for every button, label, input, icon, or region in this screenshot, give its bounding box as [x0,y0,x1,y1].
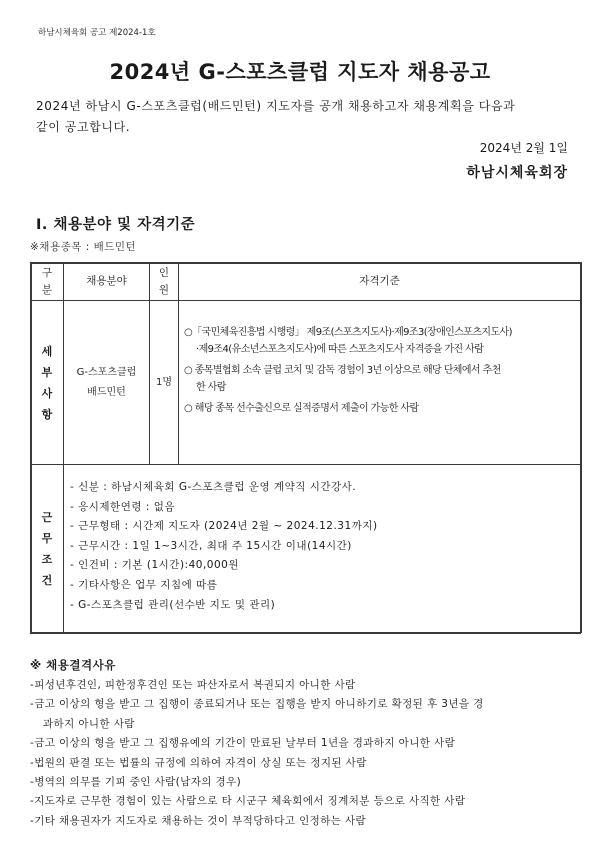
recruitment-table [30,262,581,633]
field-line: 배드민턴 [87,386,126,398]
condition-item: - 근무시간 : 1일 1~3시간, 최대 주 15시간 이내(14시간) [70,539,352,552]
disqualification-item-continued: 과하지 아니한 사람 [43,717,135,730]
label-char: 세 [41,344,53,358]
qualification-list [184,325,576,423]
condition-item: - G-스포츠클럽 관리(선수반 지도 및 관리) [70,598,276,611]
condition-item: - 인건비 : 기본 (1시간):40,000원 [70,559,239,572]
detail-label [31,301,63,464]
conditions-label [31,465,63,632]
disqualification-item: -금고 이상의 형을 받고 그 집행유예의 기간이 만료된 날부터 1년을 경과하지 아니한 사람 [30,737,456,750]
disqualification-item: -기타 채용권자가 지도자로 채용하는 것이 부적당하다고 인정하는 사람 [30,814,367,827]
condition-item: - 신분 : 하남시체육회 G-스포츠클럽 운영 계약직 시간강사. [70,481,357,493]
header-division [31,263,63,300]
detail-count: 1명 [155,376,173,388]
label-char: 조 [41,552,53,566]
disqualification-item: -지도자로 근무한 경험이 있는 사람으로 타 시군구 체육회에서 징계처분 등으로 사직한 사람 [30,795,466,808]
section-title: Ⅰ. 채용분야 및 자격기준 [36,217,196,233]
disqualification-list [30,676,582,831]
table-border [580,262,582,633]
disqualification-item: -병역의 의무를 기피 중인 사람(남자의 경우) [30,776,242,789]
label-char: 무 [41,531,53,545]
label-char: 부 [41,365,53,379]
condition-item: - 응시제한연령 : 없음 [70,500,175,513]
detail-field [64,301,149,464]
table-border [30,632,581,634]
intro-line: 같이 공고합니다. [36,120,131,134]
header-char: 구 [41,266,53,279]
disqualification-item: -법원의 판결 또는 법률의 규정에 의하여 자격이 상실 또는 정지된 사람 [30,756,367,769]
header-char: 원 [158,283,170,296]
condition-item: - 근무형태 : 시간제 지도자 (2024년 2월 ~ 2024.12.31까지) [70,520,378,533]
disqualification-title: ※ 채용결격사유 [30,658,116,672]
page-title: 2024년 G-스포츠클럽 지도자 채용공고 [109,60,491,84]
notice-number: 하남시체육회 공고 제2024-1호 [38,28,156,38]
sport-note: ※채용종목 : 배드민턴 [30,241,137,253]
qualification-line: 한 사람 [196,381,226,393]
qualification-line: ○ 종목별협회 소속 클럽 코치 및 감독 경험이 3년 이상으로 해당 단체에서 추천 [184,365,501,376]
notice-date: 2024년 2월 1일 [479,141,568,155]
intro-paragraph [36,96,584,138]
qualification-line: ○ 해당 종목 선수출신으로 실적증명서 제출이 가능한 사람 [184,403,419,414]
qualification-line: ·제9조4(유소년스포츠지도사)에 따른 스포츠지도사 자격증을 가진 사람 [196,343,484,355]
header-qualifications: 자격기준 [359,275,400,287]
label-char: 건 [41,573,53,587]
conditions-list [70,478,570,615]
header-count [150,263,178,300]
issuer: 하남시체육회장 [466,165,568,181]
header-field: 채용분야 [86,275,127,287]
table-border [30,464,581,465]
intro-line: 2024년 하남시 G-스포츠클럽(배드민턴) 지도자를 공개 채용하고자 채용계획을 다음과 [36,99,516,113]
field-line: G-스포츠클럽 [76,366,137,378]
disqualification-item: -피성년후견인, 피한정후견인 또는 파산자로서 복권되지 아니한 사람 [30,679,356,691]
qualification-line: ○「국민체육진흥법 시행령」 제9조(스포츠지도사)·제9조3(장애인스포츠지도사) [184,327,512,338]
condition-item: - 기타사항은 업무 지침에 따름 [70,578,218,591]
label-char: 사 [41,386,53,400]
label-char: 항 [41,407,53,421]
label-char: 근 [41,510,53,524]
header-char: 인 [158,266,170,279]
disqualification-item: -금고 이상의 형을 받고 그 집행이 종료되거나 또는 집행을 받지 아니하기로 확정된 후 3년을 경 [30,698,484,711]
header-char: 분 [41,283,53,296]
